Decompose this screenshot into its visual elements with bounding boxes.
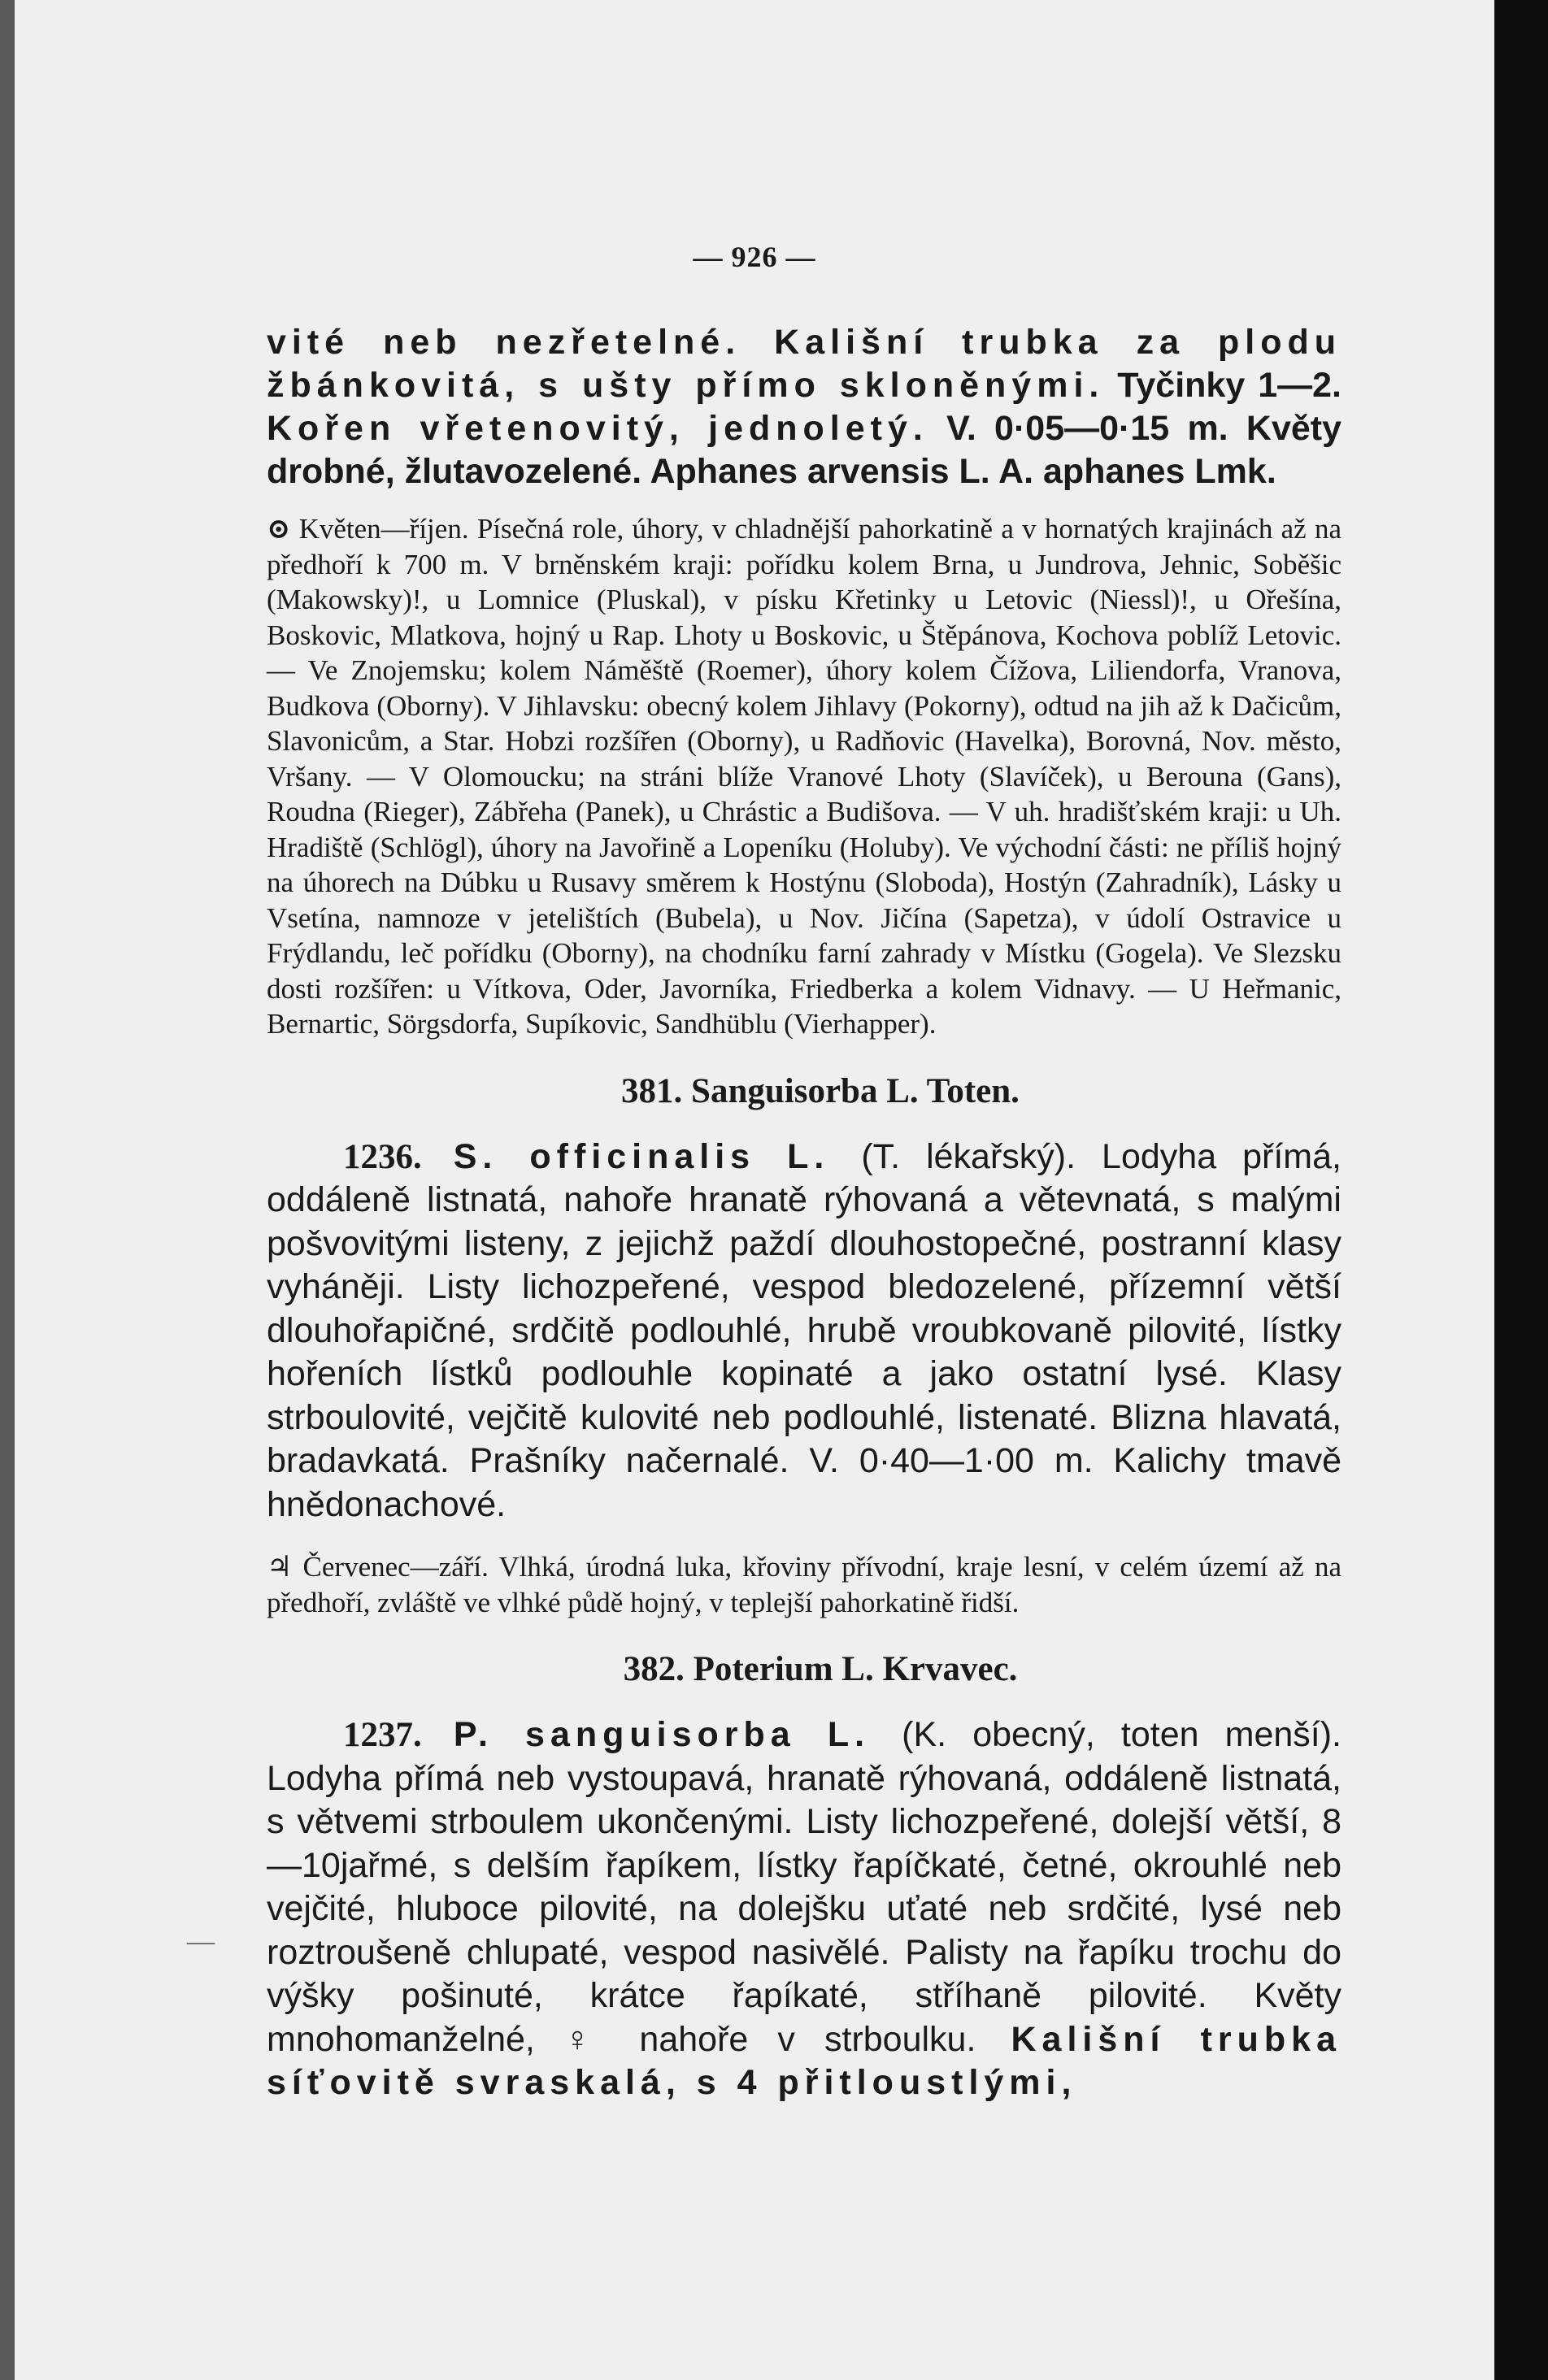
habitat-text-1: Květen—říjen. Písečná role, úhory, v chladnější pahorkatině a v hornatých krajinách až na předhoří k 700 m. V brněnském kraji: pořídku kolem Brna, u Jundrova, Jehnic, Soběšic (Makowsky)!, u Lomnice (Pluskal), v písku Křetinky u Letovic (Niessl)!, u Ořešína, Boskovic, Mlatkova, hojný u Rap. Lhoty u Boskovic, u Štěpánova, Kochova poblíž Letovic. — Ve Znojemsku; kolem Náměště (Roemer), úhory kolem Čížova, Liliendorfa, Vranova, Budkova (Oborny). V Jihlavsku: obecný kolem Jihlavy (Pokorny), odtud na jih až k Dačicům, Slavonicům, a Star. Hobzi rozšířen (Oborny), u Radňovic (Havelka), Borovná, Nov. město, Vršany. — V Olomoucku; na stráni blíže Vranové Lhoty (Slavíček), u Berouna (Gans), Roudna (Rieger), Zábřeha (Panek), u Chrástic a Budišova. — V uh. hradišťském kraji: u Uh. Hradiště (Schlögl), úhory na Javořině a Lopeníku (Holuby). Ve východní části: ne příliš hojný na úhorech na Dúbku u Rusavy směrem k Hostýnu (Sloboda), Hostýn (Zahradník), Lásky u Vsetína, namnoze v jetelištích (Bubela), u Nov. Jičína (Sapetza), v údolí Ostravice u Frýdlandu, leč pořídku (Oborny), na chodníku farní zahrady v Místku (Gogela). Ve Slezsku dosti rozšířen: u Vítkova, Oder, Javorníka, Friedberka a kolem Vidnavy. — U Heřmanic, Bernartic, Sörgsdorfa, Supíkovic, Sandhüblu (Vierhapper). (267, 513, 1341, 1040)
species-name: S. officinalis L. (421, 1136, 862, 1176)
species-paragraph-1237 (267, 1713, 1341, 2105)
spaced-text-2: Kořen vřetenovitý, jednoletý. (267, 409, 928, 448)
margin-mark: — (187, 1926, 215, 1957)
dimensions-text: V. 0·05—0·15 m. Květy drobné, žlutavozelené. Aphanes arvensis L. A. aphanes Lmk. (267, 409, 1342, 491)
annual-symbol-icon: ⊙ (267, 513, 291, 545)
species-description: (T. lékařský). Lodyha přímá, oddáleně listnatá, nahoře hranatě rýhovaná a větevnatá, s malými pošvovitými listeny, z jejichž paždí dlouhostopečné, postranní klasy vyháněji. Listy lichozpeřené, vespod bledozelené, přízemní větší dlouhořapičné, srdčitě podlouhlé, hrubě vroubkovaně pilovité, lístky hořeních lístků podlouhle kopinaté a jako ostatní lysé. Klasy strboulovité, vejčitě kulovité neb podlouhlé, listenaté. Blizna hlavatá, bradavkatá. Prašníky načernalé. V. 0·40—1·00 m. Kalichy tmavě hnědonachové. (267, 1136, 1341, 1524)
perennial-symbol-icon: ♃ (267, 1551, 293, 1583)
habitat-paragraph-2 (267, 1549, 1341, 1620)
genus-heading-381: 381. Sanguisorba L. Toten. (621, 1071, 1020, 1110)
spaced-text-3: Kališní trubka síťovitě svraskalá, s 4 přitloustlými, (267, 2019, 1341, 2102)
stamens-text: Tyčinky 1—2. (1104, 366, 1341, 405)
species-number: 1236. (343, 1137, 422, 1176)
scan-edge-left (0, 0, 15, 2380)
habitat-paragraph-1 (267, 511, 1341, 1042)
species-name: P. sanguisorba L. (421, 1715, 902, 1754)
spaced-text-1: vité neb nezřetelné. Kališní trubka za plodu žbánkovitá, s ušty přímo skloněnými. (267, 323, 1341, 405)
species-number: 1237. (343, 1716, 422, 1754)
continuation-paragraph (267, 321, 1341, 493)
species-description: (K. obecný, toten menší). Lodyha přímá neb vystoupavá, hranatě rýhovaná, oddáleně listnatá, s větvemi strboulem ukončenými. Listy lichozpeřené, dolejší větší, 8—10jařmé, s delším řapíkem, lístky řapíčkaté, četné, okrouhlé neb vejčité, hluboce pilovité, na dolejšku uťaté neb srdčité, lysé neb roztroušeně chlupaté, vespod nasivělé. Palisty na řapíku trochu do výšky pošinuté, krátce řapíkaté, stříhaně pilovité. Květy mnohomanželné, ♀ nahoře v strboulku. (267, 1715, 1341, 2059)
page-number: — 926 — (693, 241, 816, 273)
habitat-text-2: Červenec—září. Vlhká, úrodná luka, křoviny přívodní, kraje lesní, v celém území až na předhoří, zvláště ve vlhké půdě hojný, v teplejší pahorkatině řidší. (267, 1551, 1342, 1618)
scan-edge-right (1494, 0, 1548, 2380)
page-content (267, 321, 1341, 2105)
genus-heading-382: 382. Poterium L. Krvavec. (623, 1650, 1018, 1688)
species-paragraph-1236 (267, 1136, 1341, 1527)
book-page (15, 0, 1494, 2380)
